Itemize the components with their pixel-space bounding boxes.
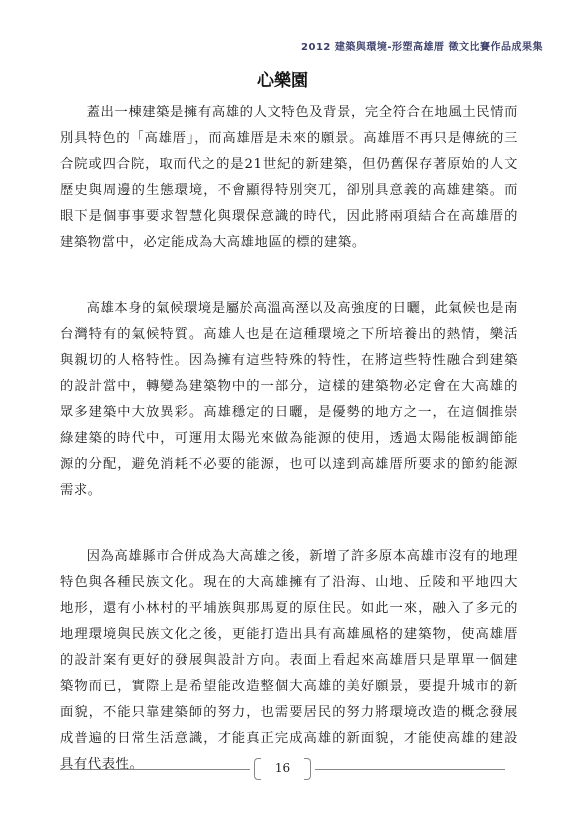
essay-title: 心樂園 [257,71,308,91]
essay-body [60,100,518,818]
page-number: 16 [274,761,291,775]
running-header: 2012 建築與環境-形塑高雄厝 徵文比賽作品成果集 [301,42,543,53]
footer-bracket-right [304,758,311,780]
footer-rule-right [315,769,505,770]
page-footer [60,758,505,782]
paragraph-1: 蓋出一棟建築是擁有高雄的人文特色及背景，完全符合在地風土民情而別具特色的「高雄厝」，而高雄厝是未來的願景。高雄厝不再只是傳統的三合院或四合院，取而代之的是21世紀的新建築，但仍舊保存著原始的人文歷史與周邊的生態環境，不會顯得特別突兀，卻別具意義的高雄建築。而眼下是個事事要求智慧化與環保意識的時代，因此將兩項結合在高雄厝的建築物當中，必定能成為大高雄地區的標的建築。 [60,105,518,250]
paragraph-2: 高雄本身的氣候環境是屬於高溫高溼以及高強度的日曬，此氣候也是南台灣特有的氣候特質。高雄人也是在這種環境之下所培養出的熱情，樂活與親切的人格特性。因為擁有這些特殊的特性，在將這些特性融合到建築的設計當中，轉變為建築物中的一部分，這樣的建築物必定會在大高雄的眾多建築中大放異彩。高雄穩定的日曬，是優勢的地方之一，在這個推崇綠建築的時代中，可運用太陽光來做為能源的使用，透過太陽能板調節能源的分配，避免消耗不必要的能源，也可以達到高雄厝所要求的節約能源需求。 [60,301,518,498]
paragraph-3: 因為高雄縣市合併成為大高雄之後，新增了許多原本高雄市沒有的地理特色與各種民族文化。現在的大高雄擁有了沿海、山地、丘陵和平地四大地形，還有小林村的平埔族與那馬夏的原住民。如此一來，融入了多元的地理環境與民族文化之後，更能打造出具有高雄風格的建築物，使高雄厝的設計案有更好的發展與設計方向。表面上看起來高雄厝只是單單一個建築物而已，實際上是希望能改造整個大高雄的美好願景，要提升城市的新面貌，不能只靠建築師的努力，也需要居民的努力將環境改造的概念發展成普遍的日常生活意識，才能真正完成高雄的新面貌，才能使高雄的建設具有代表性。 [60,549,518,772]
